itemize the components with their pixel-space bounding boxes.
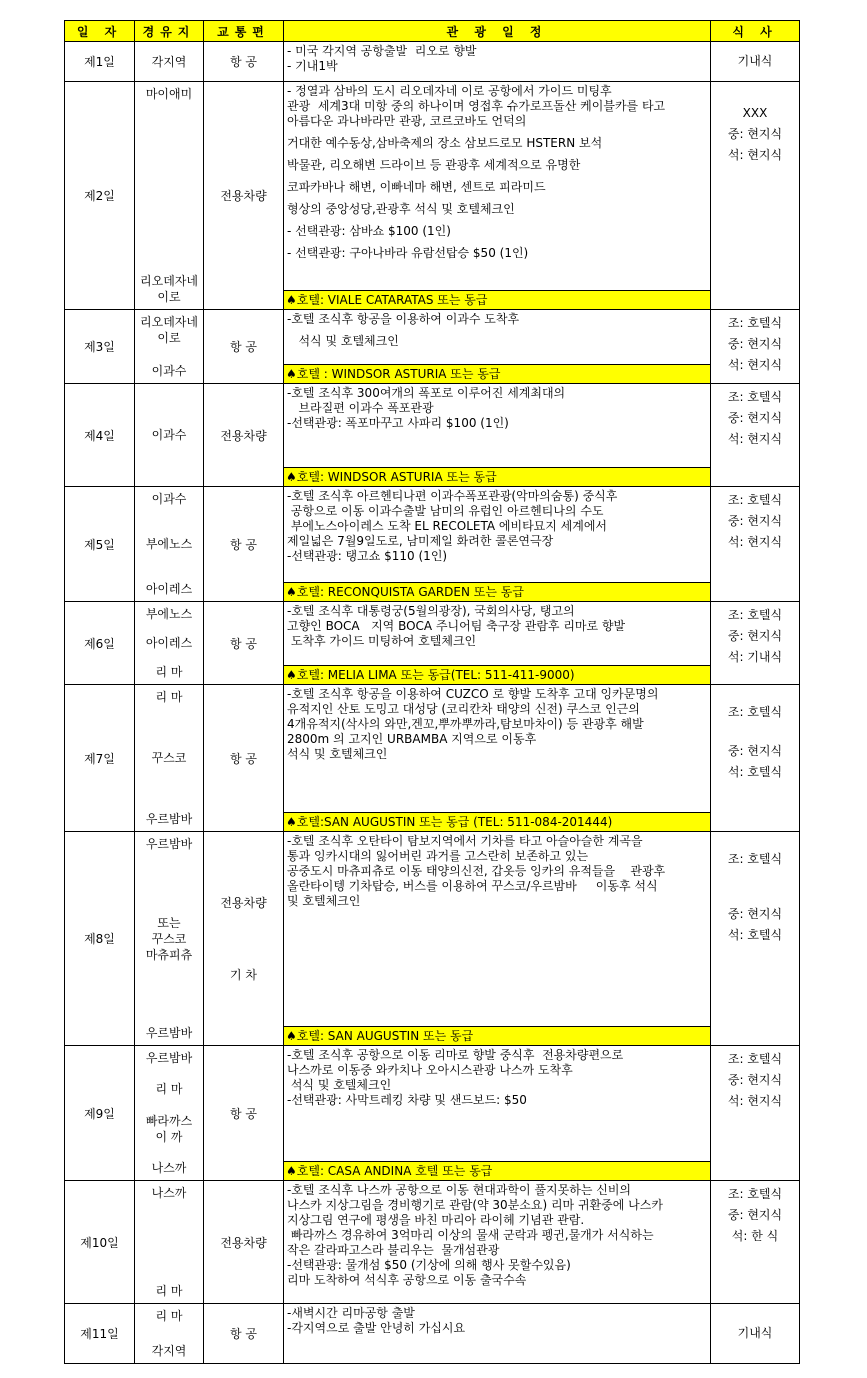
itinerary-content [284,832,710,1045]
itinerary-content [284,42,710,81]
itinerary-line: - 선택관광: 구아나바라 유람선탑승 $50 (1인) [287,246,529,260]
route-stop: 이과수 [151,428,187,442]
itinerary-line: 형상의 중앙성당,관광후 석식 및 호텔체크인 [287,202,515,216]
hotel-line: ♠호텔: CASA ANDINA 호텔 또는 동급 [284,1161,710,1180]
route-cell [135,384,204,487]
header-meals: 식 사 [711,21,800,42]
transport-label-2: 기 차 [230,967,257,982]
route-stops [135,604,203,682]
meal-item: 중: 현지식 [727,127,783,141]
transport-label: 전용차량 [220,896,267,911]
itinerary-line: 공항으로 이동 이과수출발 남미의 유럽인 아르헨티나의 수도 [287,504,604,518]
route-cell [135,42,204,82]
hotel-line: ♠호텔: SAN AUGUSTIN 또는 동급 [284,1026,710,1045]
meals-list [711,487,799,550]
route-stop: 리오데자네 이로 [140,315,198,345]
itinerary-line: -호텔 조식후 300여개의 폭포로 이루어진 세계최대의 [287,386,566,400]
route-stop: 각지역 [151,54,187,69]
itinerary-line: -선택관광: 탱고쇼 $110 (1인) [287,549,448,563]
transport-cell [204,384,284,487]
itinerary-line: 공중도시 마츄피츄로 이동 태양의신전, 갑옷등 잉카의 유적들을 관광후 [287,864,666,878]
meal-item: 중: 현지식 [727,337,783,351]
transport-cell [204,1046,284,1181]
itinerary-line: - 기내1박 [287,59,338,73]
meals-list [711,82,799,163]
day-cell: 제5일 [65,487,135,602]
itinerary-line: 나스카 지상그림을 경비행기로 관람(약 30분소요) 리마 귀환중에 나스카 [287,1198,663,1212]
itinerary-cell [284,602,711,685]
meals-list [711,310,799,373]
route-stop: 이과수 [151,492,187,506]
meal-item: 석: 현지식 [727,358,783,372]
transport-label: 항 공 [230,1106,257,1121]
meal-item: 조: 호텔식 [727,852,783,866]
day-cell: 제2일 [65,82,135,310]
itinerary-line: 석식 및 호텔체크인 [287,747,388,761]
itinerary-row [65,1046,800,1181]
day-cell: 제7일 [65,685,135,832]
meal-item: 중: 현지식 [727,1073,783,1087]
meal-item: 중: 현지식 [727,514,783,528]
route-stop: 우르밤바 [145,1051,193,1065]
itinerary-table [64,20,800,1364]
route-stop: 리 마 [155,665,183,679]
meal-item: 중: 현지식 [727,907,783,921]
route-stop: 아이레스 [145,582,193,596]
itinerary-line: 유적지인 산토 도밍고 대성당 (코리칸차 태양의 신전) 쿠스코 인근의 [287,702,640,716]
transport-cell [204,832,284,1046]
meal-item: 조: 호텔식 [727,316,783,330]
itinerary-line: -호텔 조식후 오탄타이 탐보지역에서 기차를 타고 아슬아슬한 계곡을 [287,834,643,848]
itinerary-row [65,42,800,82]
meal-item: 중: 현지식 [727,1208,783,1222]
route-stops [135,312,203,381]
route-stops [135,84,203,307]
itinerary-content [284,602,710,684]
meals-list [711,1326,799,1341]
meal-item: 조: 호텔식 [727,608,783,622]
route-cell [135,487,204,602]
itinerary-line: - 정열과 삼바의 도시 리오데자네 이로 공항에서 가이드 미팅후 [287,84,612,98]
transport-label: 항 공 [230,1327,257,1341]
meal-item: 중: 현지식 [727,411,783,425]
itinerary-content [284,1181,710,1303]
itinerary-content [284,685,710,831]
transport-label: 항 공 [230,55,257,69]
meals-list [711,1046,799,1109]
route-stops [135,1048,203,1178]
route-stop: 리 마 [155,1082,183,1097]
itinerary-cell [284,685,711,832]
itinerary-lines [284,1304,710,1363]
day-cell: 제6일 [65,602,135,685]
route-stops [135,687,203,829]
meal-item: 기내식 [737,1326,773,1340]
transport-label: 항 공 [230,340,257,354]
route-stop: 나스까 [151,1186,187,1200]
route-stop: 꾸스코 [151,751,187,765]
itinerary-row [65,82,800,310]
day-cell: 제11일 [65,1304,135,1364]
meals-list [711,54,799,69]
meal-item: XXX [742,106,768,120]
hotel-line: ♠호텔: VIALE CATARATAS 또는 동급 [284,290,710,309]
route-cell [135,1046,204,1181]
meal-item: 조: 호텔식 [727,1187,783,1201]
route-stop: 이과수 [151,364,187,378]
route-stop: 아이레스 [145,636,193,650]
transport-label: 전용차량 [220,428,267,443]
route-stops [135,44,203,79]
meals-cell [711,832,800,1046]
meals-cell [711,685,800,832]
itinerary-lines [284,310,710,364]
itinerary-line: -선택관광: 폭포마꾸고 사파리 $100 (1인) [287,416,509,430]
hotel-line: ♠호텔: WINDSOR ASTURIA 또는 동급 [284,467,710,486]
itinerary-cell [284,384,711,487]
meal-item: 중: 현지식 [727,629,783,643]
itinerary-content [284,310,710,383]
meals-cell [711,487,800,602]
itinerary-cell [284,42,711,82]
meals-cell [711,1181,800,1304]
itinerary-row [65,310,800,384]
itinerary-line: -새벽시간 리마공항 출발 [287,1306,415,1320]
meals-list [711,1181,799,1244]
route-cell [135,1304,204,1364]
itinerary-lines [284,384,710,467]
route-stop: 리오데자네 이로 [140,274,198,304]
itinerary-cell [284,310,711,384]
route-stops [135,1183,203,1301]
itinerary-lines [284,487,710,582]
hotel-line: ♠호텔:SAN AUGUSTIN 또는 동급 (TEL: 511-084-201444) [284,812,710,831]
itinerary-content [284,384,710,486]
meal-item: 조: 호텔식 [727,493,783,507]
itinerary-line: -호텔 조식후 항공을 이용하여 이과수 도착후 [287,312,520,326]
itinerary-line: 4개유적지(삭사의 와만,겐꼬,뿌까뿌까라,탐보마차이) 등 관광후 해발 [287,717,644,731]
itinerary-line: 관광 세계3대 미항 중의 하나이며 영접후 슈가로프돌산 케이블카를 타고 [287,99,666,113]
itinerary-lines [284,1046,710,1161]
itinerary-line: 나스까로 이동중 와카치나 오아시스관광 나스까 도착후 [287,1063,573,1077]
day-cell: 제8일 [65,832,135,1046]
itinerary-line: 박물관, 리오해변 드라이브 등 관광후 세계적으로 유명한 [287,158,581,172]
itinerary-line: -호텔 조식후 항공을 이용하여 CUZCO 로 향발 도착후 고대 잉카문명의 [287,687,659,701]
itinerary-line: 석식 및 호텔체크인 [287,334,399,348]
itinerary-lines [284,685,710,812]
itinerary-lines [284,602,710,665]
meal-item: 석: 호텔식 [727,765,783,779]
itinerary-line: -선택관광: 물개섬 $50 (기상에 의해 행사 못할수있음) [287,1258,571,1272]
hotel-line: ♠호텔: RECONQUISTA GARDEN 또는 동급 [284,582,710,601]
transport-cell [204,310,284,384]
itinerary-row [65,685,800,832]
itinerary-content [284,82,710,309]
route-cell [135,82,204,310]
itinerary-cell [284,487,711,602]
header-transport: 교통편 [204,21,284,42]
route-stop: 부에노스 [145,607,193,621]
itinerary-line: -호텔 조식후 나스까 공항으로 이동 현대과학이 풀지못하는 신비의 [287,1183,632,1197]
route-stops [135,489,203,599]
route-stop: 리 마 [155,690,183,704]
meals-cell [711,82,800,310]
itinerary-row [65,602,800,685]
meals-cell [711,1046,800,1181]
day-cell: 제10일 [65,1181,135,1304]
header-route: 경유지 [135,21,204,42]
meal-item: 중: 현지식 [727,744,783,758]
itinerary-line: -각지역으로 출발 안녕히 가십시요 [287,1321,466,1335]
route-stop: 각지역 [151,1344,187,1358]
hotel-line: ♠호텔: MELIA LIMA 또는 동급(TEL: 511-411-9000) [284,665,710,684]
transport-label: 전용차량 [220,1235,267,1250]
itinerary-line: 부에노스아이레스 도착 EL RECOLETA 에비타묘지 세계에서 [287,519,608,533]
route-stop: 마이애미 [145,87,193,101]
itinerary-cell [284,1181,711,1304]
itinerary-line: 리마 도착하여 석식후 공항으로 이동 출국수속 [287,1273,527,1287]
route-stop: 우르밤바 [145,1026,193,1040]
itinerary-line: -호텔 조식후 공항으로 이동 리마로 향발 중식후 전용차량편으로 [287,1048,624,1062]
meal-item: 석: 현지식 [727,148,783,162]
header-itinerary: 관 광 일 정 [284,21,711,42]
itinerary-line: -호텔 조식후 대통령궁(5월의광장), 국회의사당, 탱고의 [287,604,575,618]
itinerary-cell [284,832,711,1046]
route-stop: 부에노스 [145,537,193,551]
itinerary-content [284,487,710,601]
route-stop: 빠라까스 이 까 [145,1113,193,1144]
itinerary-cell [284,1304,711,1364]
meal-item: 석: 현지식 [727,1094,783,1108]
day-cell: 제9일 [65,1046,135,1181]
route-cell [135,310,204,384]
transport-cell [204,82,284,310]
transport-cell [204,42,284,82]
itinerary-row [65,487,800,602]
meal-item: 조: 호텔식 [727,1052,783,1066]
transport-cell [204,685,284,832]
itinerary-row [65,384,800,487]
transport-cell [204,487,284,602]
meal-item: 석: 호텔식 [727,928,783,942]
itinerary-line: -호텔 조식후 아르헨티나편 이과수폭포관광(악마의숨통) 중식후 [287,489,618,503]
itinerary-line: 코파카바나 해변, 이빠네마 해변, 센트로 피라미드 [287,180,546,194]
itinerary-lines [284,1181,710,1303]
itinerary-cell [284,82,711,310]
transport-cell [204,1181,284,1304]
itinerary-lines [284,42,710,81]
itinerary-line: 제일넓은 7월9일도로, 남미제일 화려한 콜론연극장 [287,534,554,548]
itinerary-line: 2800m 의 고지인 URBAMBA 지역으로 이동후 [287,732,537,746]
route-stop: 리 마 [155,1284,183,1298]
itinerary-line: 도착후 가이드 미팅하여 호텔체크인 [287,634,477,648]
meals-cell [711,1304,800,1364]
itinerary-line: 올란타이텡 기차탑승, 버스를 이용하여 꾸스코/우르밤바 이동후 석식 [287,879,658,893]
meal-item: 석: 한 식 [731,1229,779,1243]
meals-cell [711,384,800,487]
transport-cell [204,602,284,685]
meals-cell [711,42,800,82]
itinerary-row [65,1304,800,1364]
day-cell: 제1일 [65,42,135,82]
itinerary-line: 빠라까스 경유하여 3억마리 이상의 물새 군락과 펭귄,물개가 서식하는 [287,1228,654,1242]
meal-item: 조: 호텔식 [727,390,783,404]
itinerary-content [284,1046,710,1180]
meals-cell [711,310,800,384]
itinerary-line: - 미국 각지역 공항출발 리오로 향발 [287,44,477,58]
meal-item: 석: 현지식 [727,432,783,446]
route-stop: 우르밤바 [145,837,193,851]
itinerary-line: 통과 잉카시대의 잃어버린 과거를 고스란히 보존하고 있는 [287,849,589,863]
route-stops [135,834,203,1043]
route-stop: 또는 꾸스코 마츄피츄 [145,915,193,962]
itinerary-cell [284,1046,711,1181]
itinerary-line: 지상그림 연구에 평생을 바친 마리아 라이헤 기념관 관람. [287,1213,585,1227]
itinerary-row [65,832,800,1046]
hotel-line: ♠호텔 : WINDSOR ASTURIA 또는 동급 [284,364,710,383]
itinerary-line: - 선택관광: 삼바쇼 $100 (1인) [287,224,451,238]
route-cell [135,602,204,685]
itinerary-line: 브라질편 이과수 폭포관광 [287,401,434,415]
itinerary-line: 아름다운 과나바라만 관광, 코르코바도 언덕의 [287,114,527,128]
day-cell: 제4일 [65,384,135,487]
route-cell [135,1181,204,1304]
transport-label: 항 공 [230,751,257,766]
route-stop: 나스까 [151,1160,187,1175]
transport-label: 항 공 [230,537,257,552]
route-cell [135,685,204,832]
itinerary-content [284,1304,710,1363]
route-stops [135,1306,203,1361]
itinerary-lines [284,832,710,1026]
transport-cell [204,1304,284,1364]
route-cell [135,832,204,1046]
route-stop: 리 마 [155,1309,183,1323]
header-row [65,21,800,42]
meals-list [711,602,799,665]
itinerary-line: 고향인 BOCA 지역 BOCA 주니어팀 축구장 관람후 리마로 향발 [287,619,626,633]
meals-cell [711,602,800,685]
meals-list [711,685,799,780]
itinerary-line: 거대한 예수동상,삼바축제의 장소 삼보드로모 HSTERN 보석 [287,136,603,150]
itinerary-row [65,1181,800,1304]
meal-item: 조: 호텔식 [727,705,783,719]
route-stops [135,386,203,484]
meal-item: 석: 기내식 [727,650,783,664]
itinerary-line: 석식 및 호텔체크인 [287,1078,392,1092]
itinerary-line: 작은 갈라파고스라 불리우는 물개섬관광 [287,1243,500,1257]
itinerary-line: 및 호텔체크인 [287,894,361,908]
day-cell: 제3일 [65,310,135,384]
transport-stack [204,867,283,1010]
itinerary-line: -선택관광: 사막트레킹 차량 및 샌드보드: $50 [287,1093,527,1107]
transport-label: 전용차량 [220,189,267,203]
header-day: 일 자 [65,21,135,42]
meal-item: 기내식 [737,54,773,68]
itinerary-lines [284,82,710,290]
transport-label: 항 공 [230,636,257,651]
meals-list [711,384,799,447]
meals-list [711,832,799,943]
route-stop: 우르밤바 [145,812,193,826]
meal-item: 석: 현지식 [727,535,783,549]
